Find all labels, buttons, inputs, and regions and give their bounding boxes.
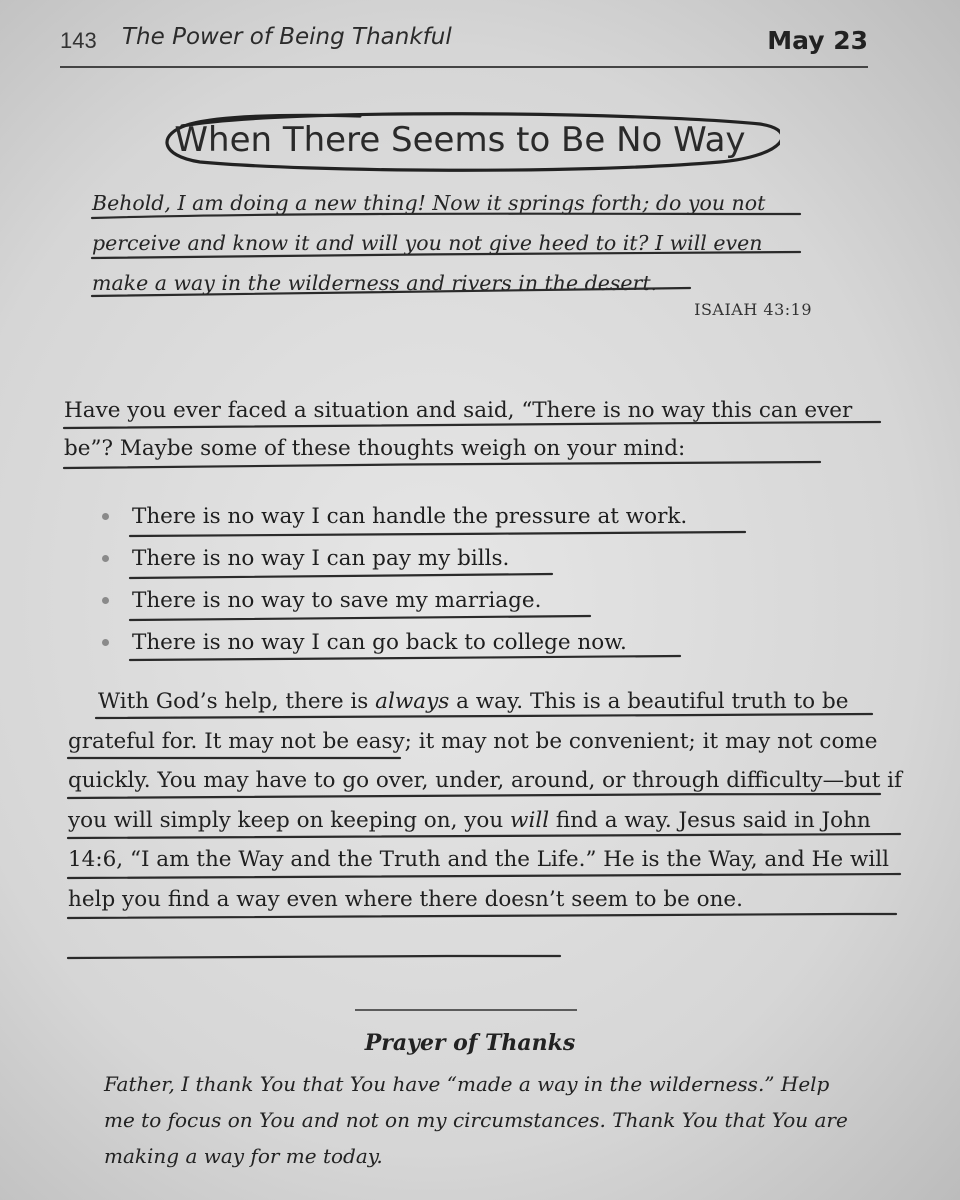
section-divider: [355, 1009, 577, 1011]
list-item-text: There is no way I can go back to college now.: [132, 630, 627, 655]
scripture-verse: Behold, I am doing a new thing! Now it springs forth; do you not perceive and know it and will you not give heed to it? I will even make a way in the wilderness and rivers in the desert.: [92, 191, 766, 295]
bullet-icon: [102, 597, 109, 604]
list-item: [100, 580, 687, 622]
scripture-reference: ISAIAH 43:19: [694, 300, 812, 319]
list-item-text: There is no way I can handle the pressure at work.: [132, 504, 688, 529]
list-item-text: There is no way to save my marriage.: [132, 588, 542, 613]
list-item-text: There is no way I can pay my bills.: [132, 546, 510, 571]
page-header: [60, 16, 868, 68]
body-paragraph: [68, 682, 908, 920]
body-emphasis-always: always: [375, 689, 450, 714]
page-date: May 23: [767, 26, 868, 55]
body-text-2: a way. This is a beautiful truth to be grateful for. It may not be easy; it may not be convenient; it may not come quickly. You may have to go over, under, around, or through difficulty—but if you will simply keep on keeping on, you: [68, 689, 902, 833]
list-item: [100, 622, 687, 664]
list-item: [100, 496, 687, 538]
prayer-text: Father, I thank You that You have “made a way in the wilderness.” Help me to focus on You and not on my circumstances. Thank You that You are making a way for me today.: [104, 1072, 848, 1168]
list-item: [100, 538, 687, 580]
page-number: 143: [60, 28, 97, 53]
devotional-title: When There Seems to Be No Way: [174, 120, 746, 160]
prayer-title: Prayer of Thanks: [364, 1030, 576, 1056]
bullet-icon: [102, 555, 109, 562]
bullet-icon: [102, 513, 109, 520]
thoughts-list: [100, 496, 687, 664]
body-emphasis-will: will: [510, 807, 550, 833]
bullet-icon: [102, 639, 109, 646]
body-text-1: With God’s help, there is: [98, 689, 376, 714]
title-block: [160, 110, 780, 174]
intro-paragraph: Have you ever faced a situation and said, “There is no way this can ever be”? Maybe some of these thoughts weigh on your mind:: [64, 398, 853, 461]
running-title: The Power of Being Thankful: [122, 24, 452, 50]
body-text-3: find a way. Jesus said in John 14:6, “I am the Way and the Truth and the Life.” He is the Way, and He will help you find a way even where there doesn’t seem to be one.: [68, 807, 889, 912]
